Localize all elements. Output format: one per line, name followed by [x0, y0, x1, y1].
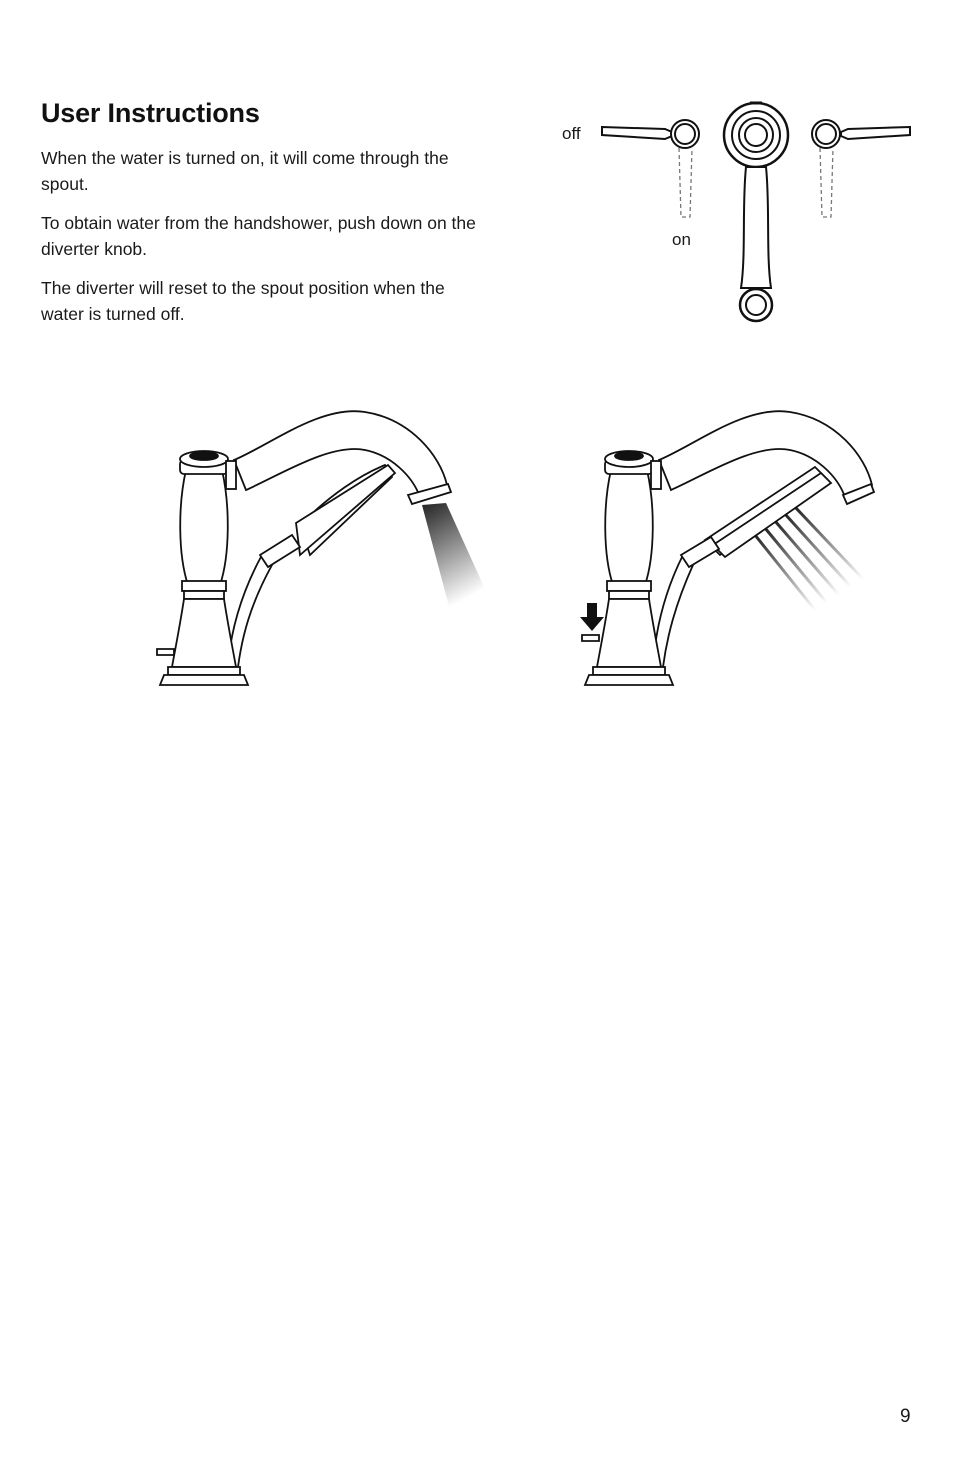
figure-spout-mode — [150, 405, 500, 695]
instruction-diverter-reset: The diverter will reset to the spout position when the water is turned off. — [41, 278, 445, 324]
label-off: off — [562, 124, 581, 143]
page-number: 9 — [900, 1406, 911, 1427]
page-title: User Instructions — [41, 98, 260, 128]
right-handle-icon — [812, 120, 910, 217]
spout-stream — [422, 503, 490, 610]
left-handle-icon — [602, 120, 699, 217]
label-on: on — [672, 230, 691, 249]
arrow-down-icon — [580, 603, 604, 631]
instruction-spout: When the water is turned on, it will come through the spout. — [41, 148, 449, 194]
instruction-handshower: To obtain water from the handshower, push down on the diverter knob. — [41, 213, 476, 259]
diverter-handle-icon — [724, 103, 788, 321]
figure-handshower-mode — [575, 405, 925, 695]
handle-diagram — [590, 95, 920, 325]
